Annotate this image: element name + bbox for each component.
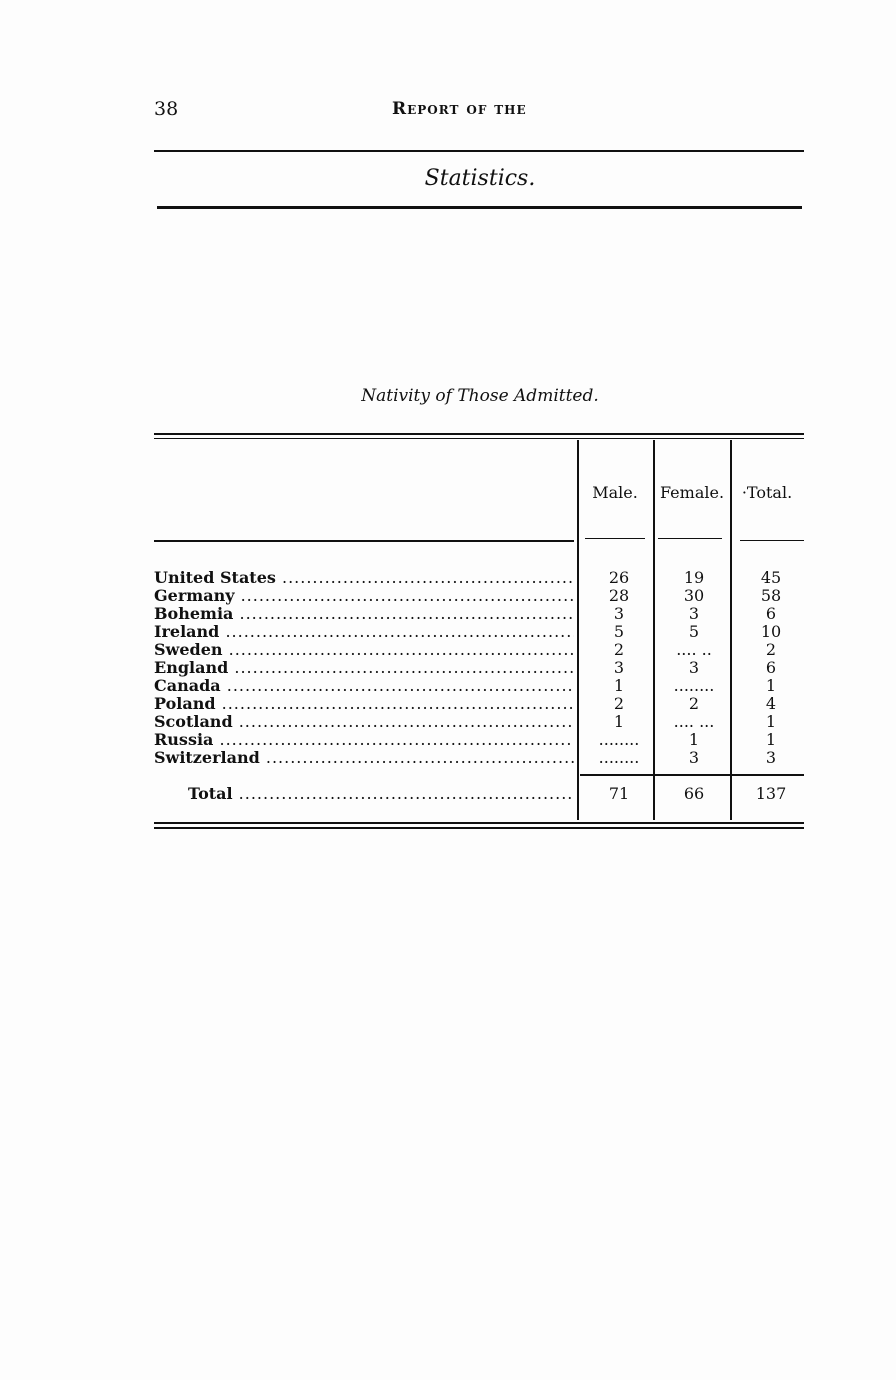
table-bottom-rule-2 bbox=[154, 827, 804, 829]
male-value: 26 bbox=[608, 568, 630, 587]
row-label: Switzerland ..... bbox=[154, 749, 574, 767]
male-value: 3 bbox=[613, 658, 625, 677]
female-value: 5 bbox=[688, 622, 700, 641]
row-label: Ireland ..... bbox=[154, 623, 574, 641]
table-row bbox=[154, 731, 804, 749]
total-value: 6 bbox=[765, 604, 777, 623]
row-label: England ..... bbox=[154, 659, 574, 677]
row-label: Bohemia ..... bbox=[154, 605, 574, 623]
total-value: 58 bbox=[760, 586, 782, 605]
female-value: 1 bbox=[688, 730, 700, 749]
table-row bbox=[154, 677, 804, 695]
column-header-male: Male. bbox=[592, 483, 638, 502]
female-value: 3 bbox=[688, 748, 700, 767]
male-value: 1 bbox=[613, 676, 625, 695]
row-label: Germany ..... bbox=[154, 587, 574, 605]
header-rule-female bbox=[658, 538, 722, 539]
female-value: ........ bbox=[673, 676, 715, 695]
male-value: ........ bbox=[598, 748, 640, 767]
male-value: 2 bbox=[613, 694, 625, 713]
female-value: 3 bbox=[688, 658, 700, 677]
row-label: Scotland ..... bbox=[154, 713, 574, 731]
female-value: .... .. bbox=[676, 640, 712, 659]
male-value: 5 bbox=[613, 622, 625, 641]
table-bottom-rule-1 bbox=[154, 822, 804, 824]
male-value: 1 bbox=[613, 712, 625, 731]
male-value: ........ bbox=[598, 730, 640, 749]
female-value: 2 bbox=[688, 694, 700, 713]
header-rule-stub bbox=[154, 540, 574, 542]
header-rule-male bbox=[585, 538, 645, 539]
total-value: 1 bbox=[765, 730, 777, 749]
top-rule-2 bbox=[157, 206, 802, 209]
female-total: 66 bbox=[683, 784, 705, 803]
table-row bbox=[154, 749, 804, 767]
table-top-rule-1 bbox=[154, 433, 804, 435]
total-value: 1 bbox=[765, 676, 777, 695]
total-value: 1 bbox=[765, 712, 777, 731]
male-value: 3 bbox=[613, 604, 625, 623]
total-value: 4 bbox=[765, 694, 777, 713]
table-row bbox=[154, 569, 804, 587]
table-row bbox=[154, 623, 804, 641]
total-value: 6 bbox=[765, 658, 777, 677]
row-label: Sweden ..... bbox=[154, 641, 574, 659]
female-value: 30 bbox=[683, 586, 705, 605]
total-value: 45 bbox=[760, 568, 782, 587]
total-row bbox=[154, 785, 804, 803]
column-header-total: ·Total. bbox=[741, 483, 793, 502]
grand-total: 137 bbox=[755, 784, 787, 803]
row-label: Russia ..... bbox=[154, 731, 574, 749]
table-row bbox=[154, 659, 804, 677]
column-header-female: Female. bbox=[659, 483, 725, 502]
total-value: 2 bbox=[765, 640, 777, 659]
row-label: Canada ..... bbox=[154, 677, 574, 695]
table-row bbox=[154, 713, 804, 731]
subtotal-rule bbox=[580, 774, 804, 776]
female-value: .... ... bbox=[673, 712, 715, 731]
female-value: 3 bbox=[688, 604, 700, 623]
male-total: 71 bbox=[608, 784, 630, 803]
total-value: 10 bbox=[760, 622, 782, 641]
table-row bbox=[154, 587, 804, 605]
male-value: 2 bbox=[613, 640, 625, 659]
section-title: Statistics. bbox=[424, 166, 536, 191]
header-rule-total bbox=[740, 540, 804, 541]
top-rule-1 bbox=[154, 150, 804, 152]
table-row bbox=[154, 695, 804, 713]
row-label: Poland ..... bbox=[154, 695, 574, 713]
row-label: United States ..... bbox=[154, 569, 574, 587]
total-value: 3 bbox=[765, 748, 777, 767]
table-top-rule-2 bbox=[154, 438, 804, 439]
female-value: 19 bbox=[683, 568, 705, 587]
table-title: Nativity of Those Admitted. bbox=[361, 386, 599, 406]
running-head: Report of the bbox=[392, 99, 527, 119]
page-number: 38 bbox=[154, 98, 179, 120]
total-label: Total ..... bbox=[188, 785, 574, 803]
table-row bbox=[154, 641, 804, 659]
male-value: 28 bbox=[608, 586, 630, 605]
table-row bbox=[154, 605, 804, 623]
